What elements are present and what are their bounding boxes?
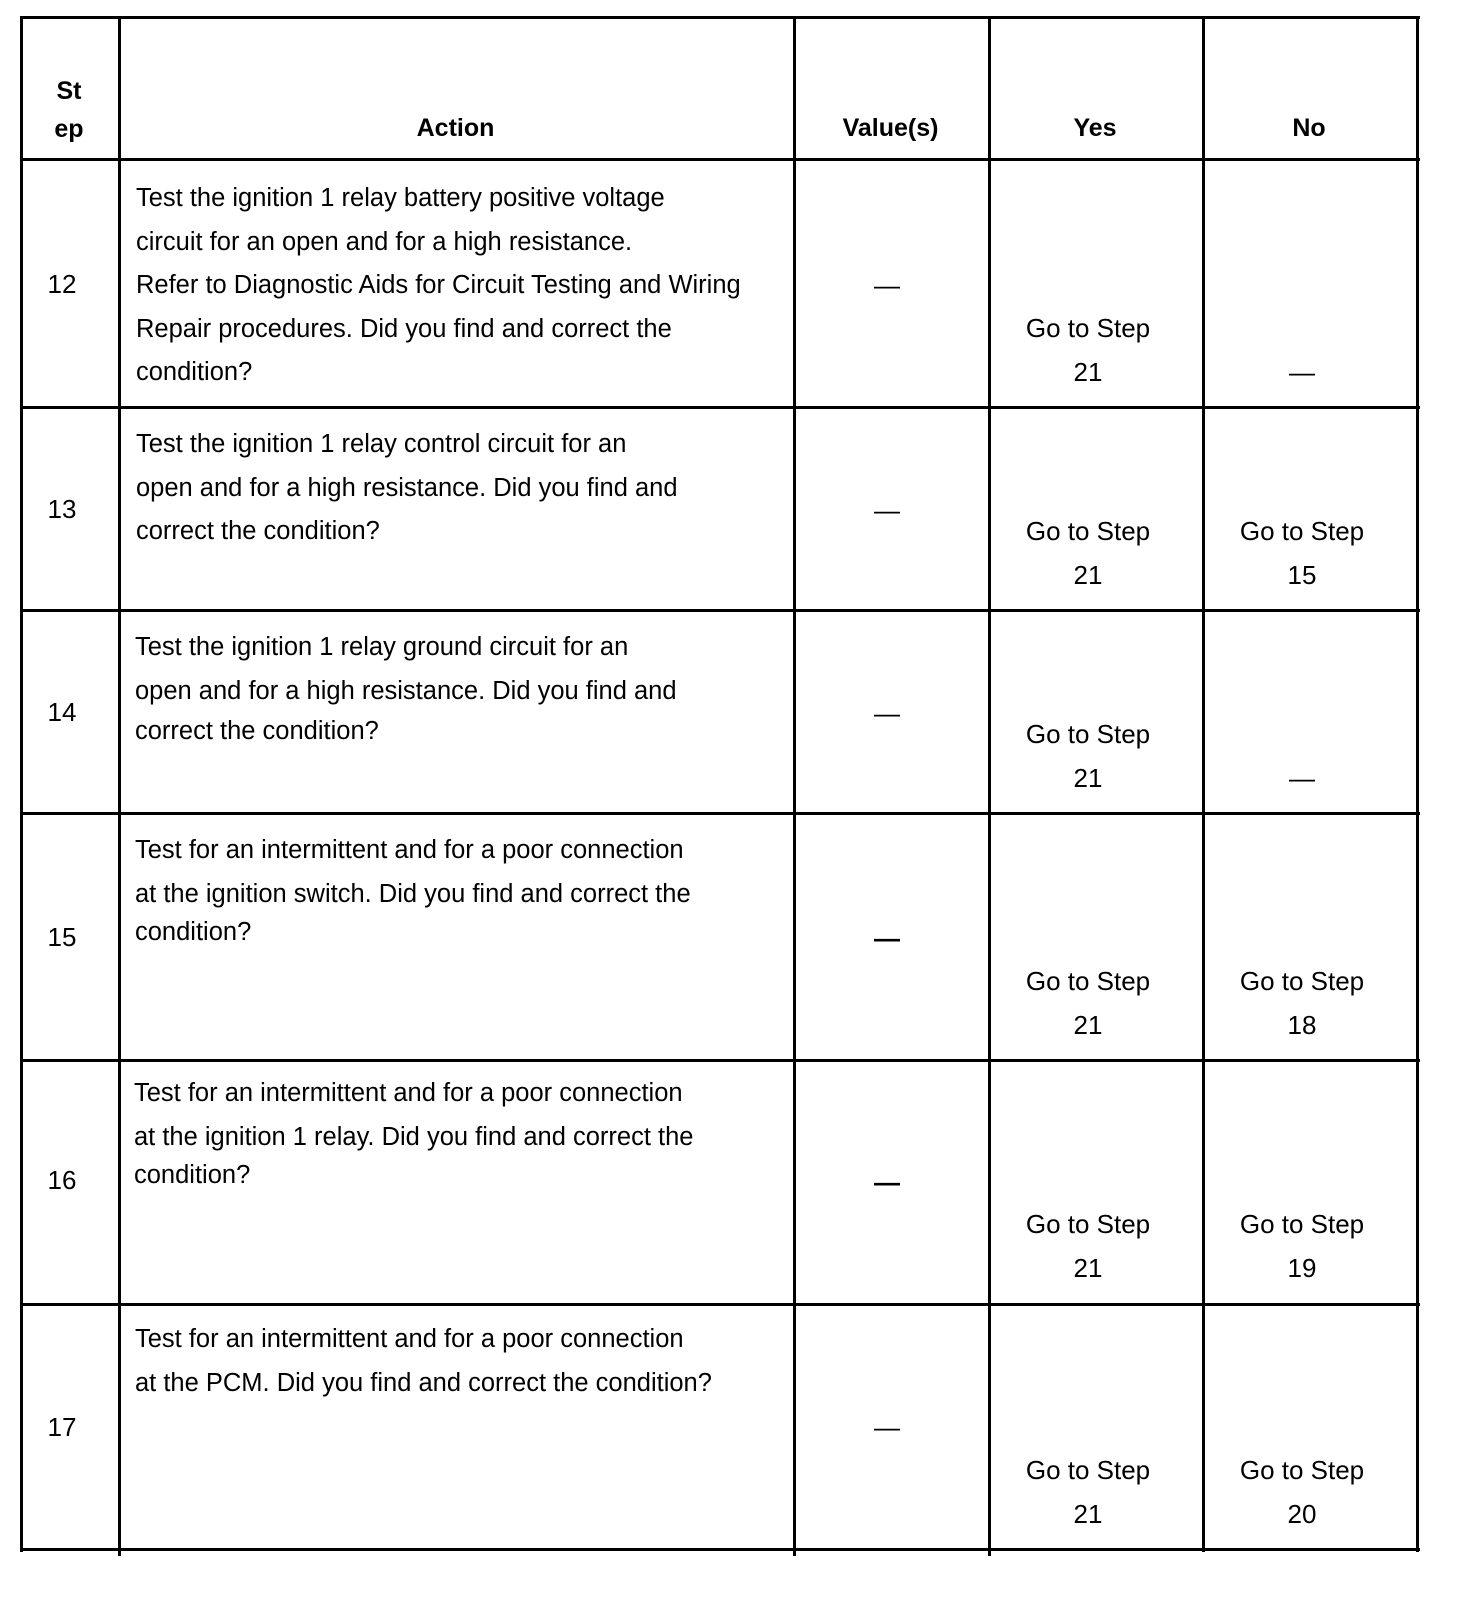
action-line: Repair procedures. Did you find and correct the	[136, 314, 672, 343]
yes-goto-label: Go to Step	[1025, 516, 1151, 546]
action-line: at the PCM. Did you find and correct the condition?	[135, 1368, 712, 1397]
no-goto-label: Go to Step	[1239, 516, 1365, 546]
no-goto-label	[1202, 712, 1402, 756]
yes-step-number: 21	[1073, 1253, 1103, 1283]
row-13-bottom-border	[20, 609, 1420, 612]
action-line: circuit for an open and for a high resistance.	[136, 227, 633, 256]
step-number: 17	[47, 1412, 77, 1442]
action-line: condition?	[134, 1161, 251, 1189]
step-number: 13	[47, 494, 77, 524]
yes-result	[988, 1202, 1188, 1290]
no-result	[1202, 1202, 1402, 1290]
value-dash: —	[874, 698, 900, 728]
value-dash: —	[874, 923, 900, 953]
no-result	[1202, 306, 1402, 394]
action-line: open and for a high resistance. Did you find and	[135, 676, 677, 705]
no-result	[1202, 509, 1402, 597]
action-text	[135, 626, 795, 749]
yes-step-number: 21	[1073, 763, 1103, 793]
col-right-border	[1416, 16, 1419, 1552]
action-line: at the ignition 1 relay. Did you find and correct the	[134, 1122, 694, 1151]
no-goto-label	[1202, 306, 1402, 350]
action-line: open and for a high resistance. Did you find and	[136, 473, 678, 502]
yes-goto-label: Go to Step	[1025, 1455, 1151, 1485]
yes-goto-label: Go to Step	[1025, 313, 1151, 343]
yes-result	[988, 509, 1188, 597]
value-dash: —	[874, 1412, 900, 1442]
yes-step-number: 21	[1073, 357, 1103, 387]
no-goto-label: Go to Step	[1239, 966, 1365, 996]
action-line: correct the condition?	[136, 517, 380, 545]
action-line: Refer to Diagnostic Aids for Circuit Testing and Wiring	[136, 271, 741, 299]
row-15-bottom-border	[20, 1059, 1420, 1062]
row-14-bottom-border	[20, 812, 1420, 815]
no-step-number: 18	[1287, 1010, 1317, 1040]
col-step-border	[118, 16, 121, 1556]
yes-step-number: 21	[1073, 1010, 1103, 1040]
action-line: condition?	[136, 358, 253, 386]
action-text	[135, 829, 795, 948]
no-step-number: 20	[1287, 1499, 1317, 1529]
no-goto-label: Go to Step	[1239, 1209, 1365, 1239]
value-dash: —	[874, 495, 900, 525]
action-line: Test for an intermittent and for a poor connection	[135, 1325, 684, 1353]
header-values: Value(s)	[842, 114, 939, 142]
yes-step-number: 21	[1073, 560, 1103, 590]
header-bottom-border	[20, 158, 1420, 161]
action-line: correct the condition?	[135, 717, 379, 745]
action-line: Test for an intermittent and for a poor connection	[134, 1079, 683, 1107]
action-text	[136, 423, 796, 554]
step-number: 16	[47, 1165, 77, 1195]
row-16-bottom-border	[20, 1303, 1420, 1306]
no-result	[1202, 959, 1402, 1047]
yes-goto-label: Go to Step	[1025, 966, 1151, 996]
yes-result	[988, 1448, 1188, 1536]
yes-goto-label: Go to Step	[1025, 1209, 1151, 1239]
table-top-border	[20, 16, 1420, 19]
no-result	[1202, 712, 1402, 800]
header-step	[20, 72, 118, 148]
no-goto-label: Go to Step	[1239, 1455, 1365, 1485]
value-dash: —	[874, 270, 900, 300]
step-number: 14	[47, 697, 77, 727]
yes-result	[988, 306, 1188, 394]
header-step-line2: ep	[54, 115, 84, 143]
header-step-line1: St	[56, 77, 82, 105]
action-line: Test the ignition 1 relay battery positive voltage	[136, 184, 665, 212]
header-action: Action	[416, 114, 495, 142]
action-line: condition?	[135, 918, 252, 946]
action-line: Test the ignition 1 relay control circuit for an	[136, 430, 627, 458]
yes-result	[988, 959, 1188, 1047]
yes-goto-label: Go to Step	[1025, 719, 1151, 749]
no-step-number: 15	[1287, 560, 1317, 590]
yes-step-number: 21	[1073, 1499, 1103, 1529]
no-step-number: 19	[1287, 1253, 1317, 1283]
value-dash: —	[874, 1167, 900, 1197]
header-no: No	[1292, 114, 1326, 142]
action-line: Test for an intermittent and for a poor connection	[135, 836, 684, 864]
row-17-bottom-border	[20, 1548, 1420, 1551]
yes-result	[988, 712, 1188, 800]
action-text	[136, 177, 796, 395]
diagnostic-table	[20, 16, 1420, 1592]
no-dash: —	[1289, 357, 1315, 387]
action-line: at the ignition switch. Did you find and correct the	[135, 879, 691, 908]
action-text	[134, 1072, 796, 1191]
row-12-bottom-border	[20, 406, 1420, 409]
no-dash: —	[1289, 763, 1315, 793]
action-line: Test the ignition 1 relay ground circuit for an	[135, 633, 629, 661]
no-result	[1202, 1448, 1402, 1536]
header-yes: Yes	[1073, 114, 1117, 142]
step-number: 12	[47, 269, 77, 299]
step-number: 15	[47, 922, 77, 952]
action-text	[135, 1318, 795, 1405]
col-left-border	[20, 16, 23, 1552]
